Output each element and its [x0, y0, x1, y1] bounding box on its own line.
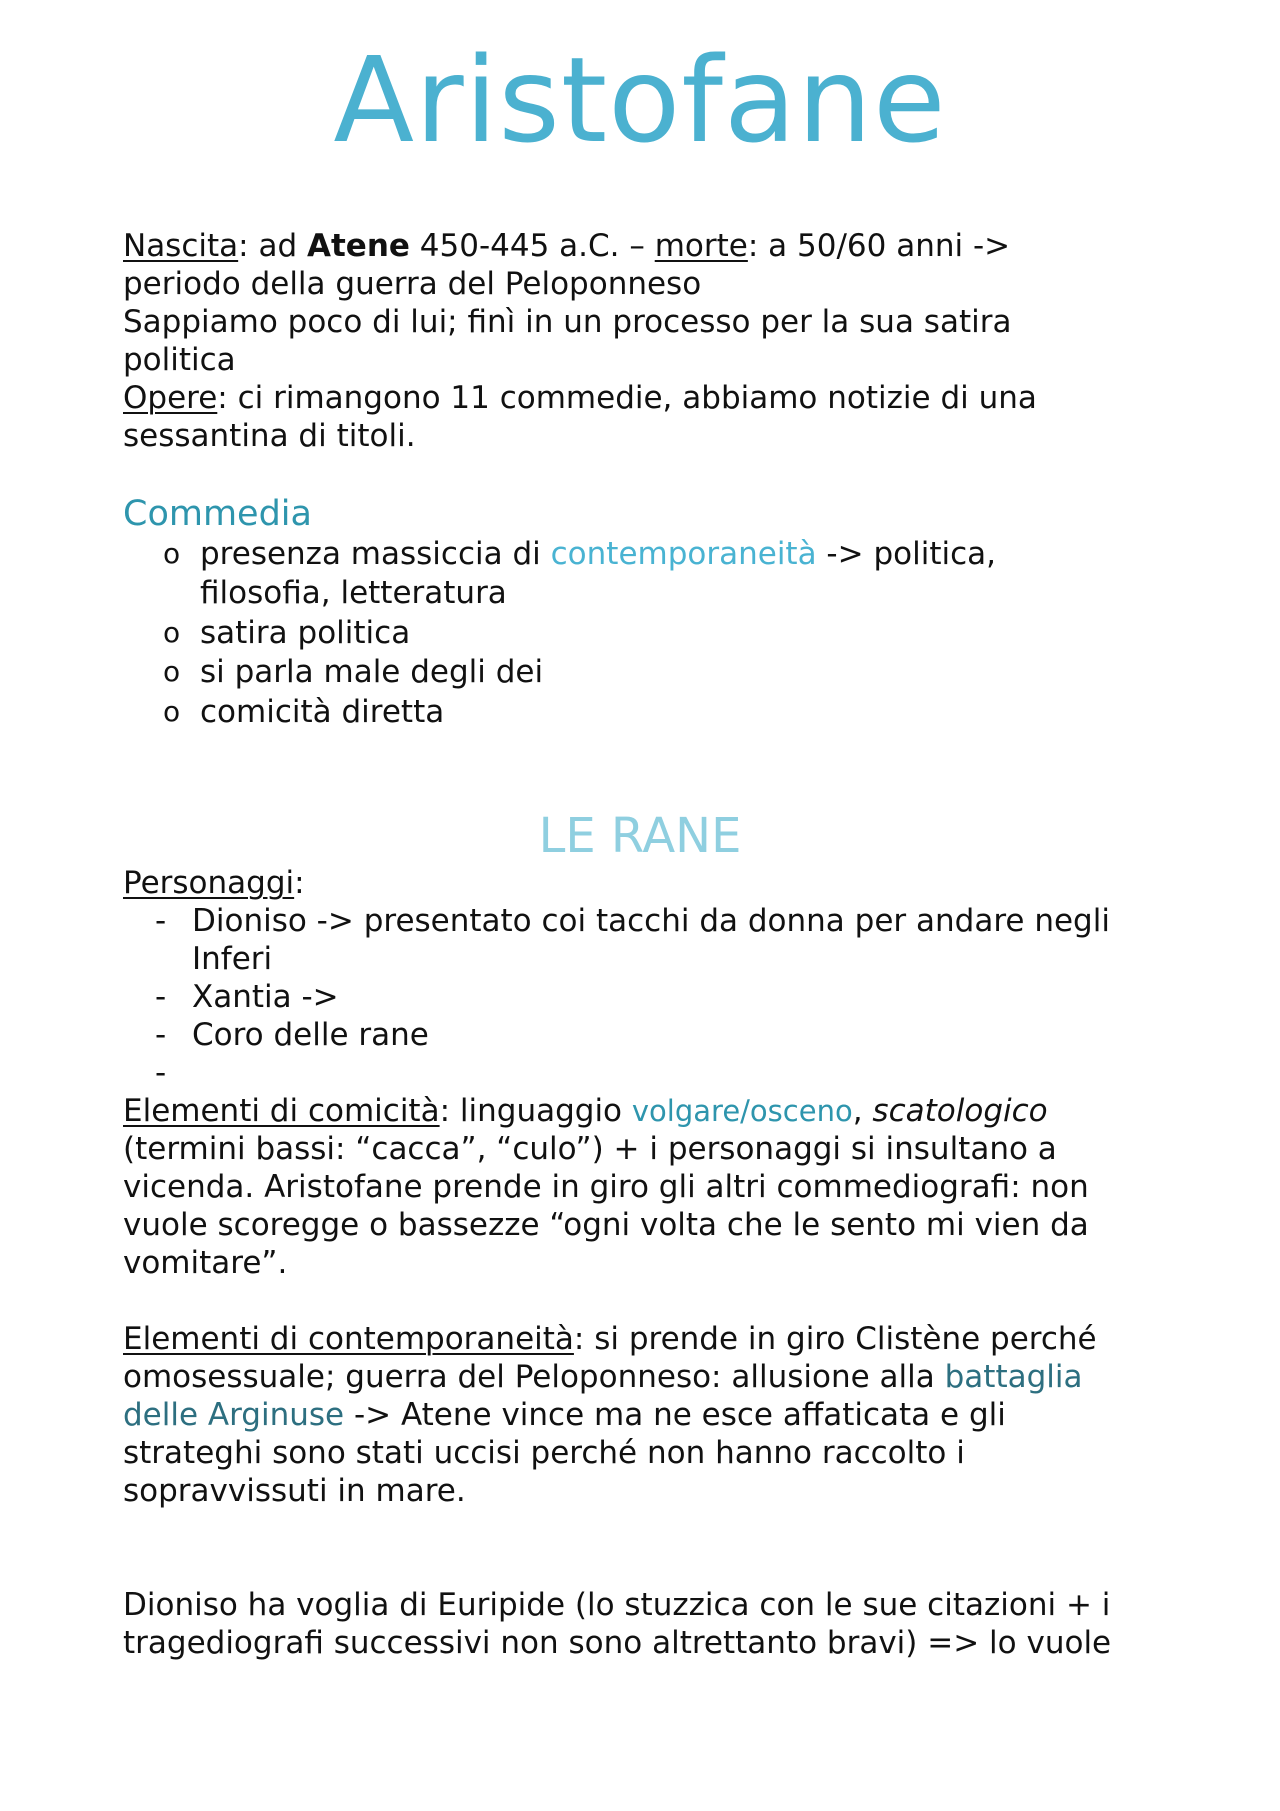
commedia-item-1	[200, 535, 996, 573]
page-title: Aristofane	[333, 31, 947, 169]
commedia-item-2: satira politica	[200, 615, 411, 651]
item1-text: presenza massiccia di	[200, 536, 551, 572]
bullet-o: o	[163, 616, 181, 649]
intro-line-1	[123, 227, 1010, 265]
bullet-o: o	[163, 537, 181, 570]
dash-bullet: -	[155, 903, 167, 939]
volgare-highlight: volgare/osceno	[631, 1094, 853, 1128]
opere-text: : ci rimangono 11 commedie, abbiamo notizie di una	[217, 380, 1037, 416]
intro-line-3: Sappiamo poco di lui; finì in un processo per la sua satira	[123, 304, 1012, 340]
commedia-item-1-line-2: filosofia, letteratura	[200, 575, 507, 611]
personaggi-colon: :	[294, 865, 305, 901]
commedia-item-3: si parla male degli dei	[200, 654, 544, 690]
battaglia-highlight: battaglia	[944, 1359, 1083, 1395]
intro-line-4: politica	[123, 342, 236, 378]
comicita-line-3: vicenda. Aristofane prende in giro gli altri commediografi: non	[123, 1169, 1089, 1205]
comicita-line-5: vomitare”.	[123, 1245, 288, 1281]
intro-line-6: sessantina di titoli.	[123, 418, 416, 454]
personaggi-label: Personaggi	[123, 865, 295, 901]
personaggio-3: Coro delle rane	[192, 1017, 429, 1053]
commedia-heading: Commedia	[123, 494, 312, 534]
dash-bullet: -	[155, 979, 167, 1015]
comicita-line-4: vuole scoregge o bassezze “ogni volta che le sento mi vien da	[123, 1207, 1089, 1243]
contemporaneita-highlight: contemporaneità	[550, 536, 817, 572]
item1-tail: -> politica,	[816, 536, 996, 572]
comicita-label: Elementi di comicità	[123, 1093, 440, 1129]
opere-label: Opere	[123, 380, 218, 416]
commedia-item-4: comicità diretta	[200, 694, 445, 730]
dioniso-line-1: Dioniso ha voglia di Euripide (lo stuzzica con le sue citazioni + i	[123, 1587, 1111, 1623]
comicita-line-1	[123, 1092, 1048, 1130]
contemp-line-5: sopravvissuti in mare.	[123, 1473, 466, 1509]
comicita-text: : linguaggio	[439, 1093, 632, 1129]
comicita-comma: ,	[852, 1093, 873, 1129]
morte-text: : a 50/60 anni ->	[747, 228, 1011, 264]
contemp-line-2	[123, 1358, 1083, 1396]
contemp-text: : si prende in giro Clistène perché	[573, 1321, 1097, 1357]
dioniso-line-2: tragediografi successivi non sono altrettanto bravi) => lo vuole	[123, 1625, 1112, 1661]
contemp-line3-text: -> Atene vince ma ne esce affaticata e gli	[344, 1397, 1006, 1433]
le-rane-heading: LE RANE	[538, 808, 742, 864]
atene-bold: Atene	[306, 228, 410, 264]
nascita-sep: : ad	[238, 228, 307, 264]
personaggio-1-line-2: Inferi	[192, 941, 273, 977]
dash-bullet: -	[155, 1017, 167, 1053]
birth-date: 450-445 a.C. –	[409, 228, 655, 264]
dash-bullet-empty: -	[155, 1055, 167, 1091]
contemp-label: Elementi di contemporaneità	[123, 1321, 574, 1357]
intro-line-5	[123, 379, 1037, 417]
intro-line-2: periodo della guerra del Peloponneso	[123, 266, 702, 302]
contemp-line-4: strateghi sono stati uccisi perché non hanno raccolto i	[123, 1435, 965, 1471]
morte-label: morte	[654, 228, 748, 264]
personaggio-2: Xantia ->	[192, 979, 339, 1015]
contemp-line2-text: omosessuale; guerra del Peloponneso: allusione alla	[123, 1359, 945, 1395]
nascita-label: Nascita	[123, 228, 239, 264]
bullet-o: o	[163, 695, 181, 728]
comicita-line-2: (termini bassi: “cacca”, “culo”) + i personaggi si insultano a	[123, 1131, 1057, 1167]
contemp-line-1	[123, 1320, 1097, 1358]
arginuse-highlight: delle Arginuse	[123, 1397, 345, 1433]
contemp-line-3	[123, 1396, 1006, 1434]
scatologico-italic: scatologico	[872, 1093, 1048, 1129]
bullet-o: o	[163, 655, 181, 688]
personaggio-1: Dioniso -> presentato coi tacchi da donna per andare negli	[192, 903, 1110, 939]
personaggi-line	[123, 864, 305, 902]
